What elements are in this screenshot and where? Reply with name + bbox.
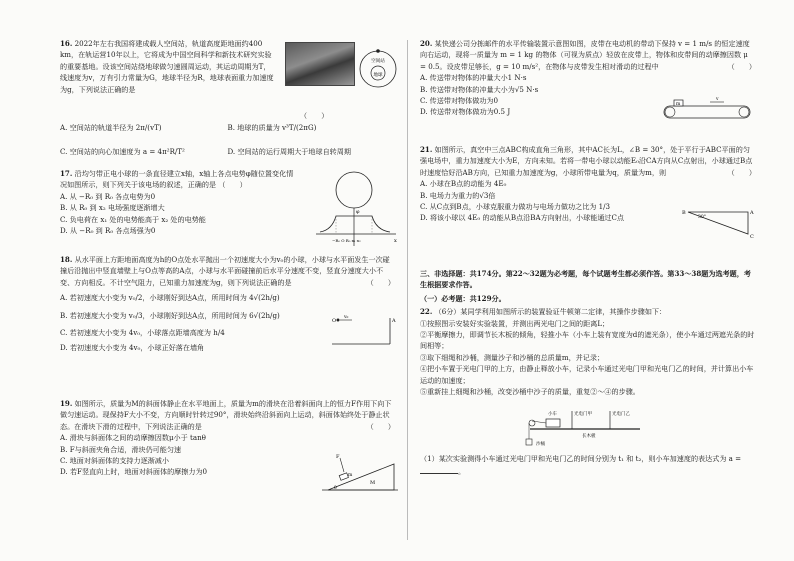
label-gate1: 光电门甲 [574, 412, 592, 418]
label-C: C [750, 234, 754, 240]
section-title: 三、非选择题：共174分。第22～32题为必考题，每个试题考生都必须作答。第33～38题为选考题，考生根据要求作答。 [420, 269, 751, 290]
angle-label: 30° [698, 215, 706, 220]
question-number: 19. [60, 399, 73, 408]
force-arrow [340, 458, 344, 472]
conveyor-diagram [658, 96, 756, 126]
question-stem: 如图所示，质量为M的斜面体静止在水平地面上，质量为m的滑块在沿着斜面向上的恒力F作用下向下做匀速运动。现保持F大小不变，方向顺时针转过90°，滑块始终沿斜面向上运动，斜面体始终处于静止状态。在滑块下滑的过程中，下列说法正确的是 [60, 399, 392, 431]
option-b: B. 从 R₀ 到 x₂ 电场强度逐渐增大 [60, 203, 165, 213]
option-b: B. 若初速度大小变为 v₀/3，小球刚好到达A点，所用时间为 6√(2h/g) [60, 310, 280, 320]
sand-bucket [526, 439, 532, 445]
earth-label: 地球 [373, 73, 383, 78]
newton-apparatus-diagram [520, 401, 650, 449]
label-m: m [348, 473, 353, 478]
label-v0: v₀ [344, 315, 349, 320]
pulley [529, 420, 535, 426]
step-5: ⑤重新挂上细绳和沙桶，改变沙桶中沙子的质量，重复②～④的步骤。 [420, 387, 640, 397]
question-stem: 某快递公司分拣邮件的水平传输装置示意图如图，皮带在电动机的带动下保持 v = 1 m/s 的恒定速度向右运动，现将一质量为 m = 1 kg 的物体（可视为质点）轻放在皮带上，物体和皮带间的动摩擦因数 μ = 0.5。设皮带足够长，g = 10 m/s²，在物体与皮带发生相对滑动的过程中 [420, 39, 750, 71]
option-b: B. 电场力为重力的√3倍 [420, 190, 496, 200]
answer-blank[interactable] [420, 465, 458, 474]
space-station-photo [285, 42, 355, 86]
orbit-circle [360, 51, 396, 87]
question-16 [60, 38, 395, 156]
option-b: B. 传送带对物体的冲量大小为√5 N·s [420, 84, 539, 94]
option-c: C. 负电荷在 x₁ 处的电势能高于 x₂ 处的电势能 [60, 214, 206, 224]
label-M: M [370, 480, 376, 486]
step-1: ①按照图示安装好实验装置，并测出两光电门之间的距离L； [420, 318, 610, 328]
question-18 [60, 254, 395, 396]
label-v: v [716, 97, 719, 102]
label-gate2: 光电门乙 [612, 412, 630, 418]
option-d: D. 若F竖直向上时，地面对斜面体的摩擦力为0 [60, 467, 208, 477]
string [532, 421, 546, 423]
station-label: 空间站 [371, 59, 385, 64]
option-d: D. 将该小球以 4E₀ 的动能从B点沿BA方向射出，小球能通过C点 [420, 213, 625, 223]
section-3-header [420, 268, 756, 304]
answer-paren: （ ） [366, 277, 395, 287]
triangle-abc [688, 212, 748, 234]
option-c: C. 空间站的向心加速度为 a = 4π²R/T² [60, 147, 185, 156]
pulley-left [665, 107, 675, 117]
option-a: A. 若初速度大小变为 v₀/2，小球刚好到达A点，所用时间为 4√(2h/g) [60, 293, 280, 303]
phi-label: φ [356, 209, 360, 215]
option-d: D. 若初速度大小变为 4v₀，小球正好落在墙角 [60, 343, 205, 353]
label-F: F [336, 454, 340, 460]
answer-paren: （ ） [727, 61, 756, 71]
question-stem: 从水平面上方距地面高度为h的O点处水平抛出一个初速度大小为v₀的小球，小球与水平面发生一次碰撞后沿抛出中竖直墙壁上与O点等高的A点，小球与水平面碰撞前后水平分速度不变，竖直分速度大小不变、方向相反。不计空气阻力，已知重力加速度为g，则下列说法正确的是 [60, 255, 390, 287]
question-17 [60, 168, 395, 250]
question-number: 18. [60, 255, 73, 264]
answer-paren: （ ） [218, 180, 247, 190]
triangle-diagram [682, 204, 756, 240]
sub1-end: 。 [458, 466, 466, 476]
question-20 [420, 38, 756, 142]
option-a: A. 滑块与斜面体之间的动摩擦因数μ小于 tanθ [60, 433, 206, 443]
label-board: 长木板 [582, 434, 596, 440]
potential-curve [320, 216, 390, 232]
right-column [420, 38, 756, 479]
option-c: C. 地面对斜面体的支持力逐渐减小 [60, 456, 169, 466]
label-bucket: 沙桶 [536, 442, 545, 448]
question-stem: 如图所示，真空中三点ABC构成直角三角形，其中AC长为L，∠B = 30°，处于平行于ABC平面的匀强电场中，重力加速度大小为E，方向未知。若将一带电小球以动能E₀沿CA方向从C点射出，小球通过B点时速度恰好沿AB方向，已知重力加速度为g，小球所带电量为q，质量为m，则 [420, 145, 753, 177]
station-dot [376, 49, 380, 53]
answer-paren: （ ） [366, 421, 395, 431]
answer-paren: （ ） [727, 167, 756, 177]
label-car: 小车 [548, 412, 557, 418]
label-B: B [682, 210, 686, 216]
ball [337, 319, 340, 322]
step-3: ③取下细绳和沙桶，测量沙子和沙桶的总质量m，并记录； [420, 352, 605, 362]
step-4: ④把小车置于光电门甲的上方，由静止释放小车，记录小车通过光电门甲和光电门乙的时间，并计算出小车运动的加速度； [420, 364, 754, 385]
section-sub: （一）必考题：共129分。 [420, 293, 506, 303]
answer-paren: （ ） [300, 111, 329, 120]
label-m: m [676, 102, 681, 107]
step-2: ②平衡摩擦力，即调节长木板的倾角，轻推小车（小车上装有宽度为d的遮光条），使小车通过两遮光条的时间相等； [420, 330, 755, 351]
cart [546, 419, 560, 427]
label-theta: θ [334, 486, 337, 491]
incline-wedge [328, 464, 394, 490]
question-stem: （6分）某同学利用如图所示的装置验证牛顿第二定律，其操作步骤如下： [434, 307, 667, 317]
potential-graph [310, 168, 398, 248]
question-19 [60, 398, 395, 498]
question-number: 17. [60, 169, 73, 178]
option-c: C. 若初速度大小变为 4v₀，小球落点距墙高度为 h/4 [60, 328, 225, 338]
x-label: x [394, 238, 397, 244]
question-number: 22. [420, 307, 433, 317]
question-21 [420, 144, 756, 266]
column-divider [407, 40, 408, 540]
question-22 [420, 306, 756, 477]
option-d: D. 从 −R₀ 到 R₀ 各点场强为0 [60, 226, 156, 236]
incline-diagram [322, 444, 398, 494]
question-stem: 2022年左右我国将建成载人空间站，轨道高度距地面约400 km，在轨运营10年以上，它将成为中国空间科学和新技术研究实验的重要基地。设该空间站绕地球做匀速圆周运动，其运动周期为T，线速度为v，万有引力常量为G，地球半径为R，地球表面重力加速度为g，下列说法正确的是 [60, 39, 274, 94]
tick-labels: −R₀ O R₀ x₁ x₂ [332, 238, 361, 243]
label-A: A [750, 210, 754, 216]
left-column [60, 38, 395, 500]
sub-question-1: （1）某次实验测得小车通过光电门甲和光电门乙的时间分别为 t₁ 和 t₂，则小车加速度的表达式为 a = [420, 454, 742, 464]
option-d: D. 空间站的运行周期大于地球自转周期 [227, 147, 351, 156]
option-c: C. 传送带对物体做功为0 [420, 96, 499, 106]
question-number: 20. [420, 39, 433, 48]
option-b: B. F与斜面夹角合适，滑块仍可能匀速 [60, 444, 182, 454]
question-number: 21. [420, 145, 433, 154]
option-a: A. 传送带对物体的冲量大小1 N·s [420, 73, 527, 83]
question-number: 16. [60, 39, 73, 48]
option-c: C. 从C点到B点，小球克服重力做功与电场力做功之比为 1/3 [420, 202, 611, 212]
option-a: A. 空间站的轨道半径为 2π/(vT) [60, 123, 162, 132]
charged-sphere [336, 172, 372, 208]
label-O: O [332, 318, 337, 324]
belt [664, 106, 750, 118]
option-a: A. 小球在B点的动能为 4E₀ [420, 179, 507, 189]
question-stem: 沿均匀带正电小球的一条直径建立x轴，x轴上各点电势φ随位置变化情况如图所示，则下列关于该电场的叙述，正确的是 [60, 169, 294, 190]
label-A: A [392, 318, 396, 324]
orbit-diagram [358, 40, 398, 98]
projectile-diagram [330, 314, 396, 350]
option-d: D. 传送带对物体做功为0.5 J [420, 107, 511, 117]
option-a: A. 从 −R₀ 到 R₀ 各点电势为0 [60, 191, 156, 201]
option-b: B. 地球的质量为 v³T/(2πG) [227, 123, 317, 132]
pulley-right [739, 107, 749, 117]
